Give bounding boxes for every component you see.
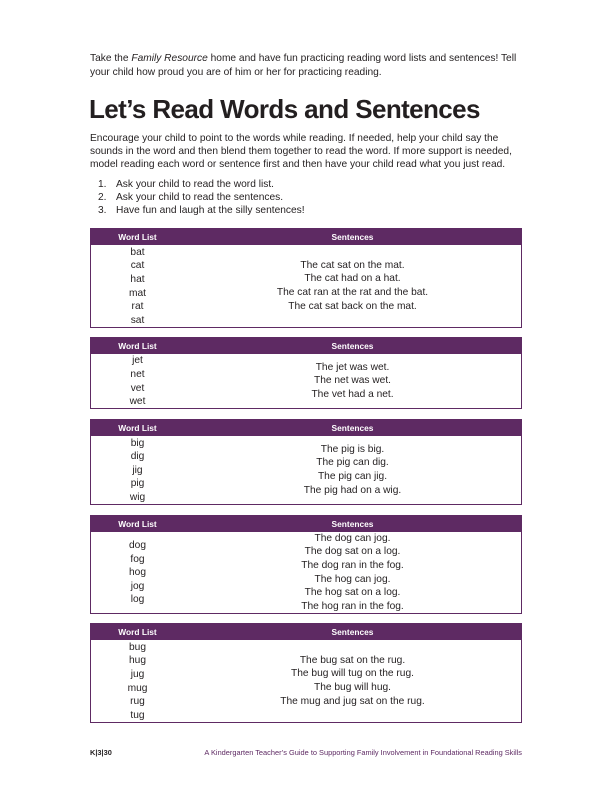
sentence-item: The cat sat on the mat. — [300, 259, 405, 271]
sentence-item: The cat sat back on the mat. — [288, 300, 417, 312]
sentence-column — [184, 245, 521, 327]
table-body — [91, 354, 521, 408]
word-item: dog — [129, 540, 146, 552]
table-body — [91, 640, 521, 722]
table-header — [91, 338, 521, 354]
sentence-column — [184, 532, 521, 613]
sentences-header: Sentences — [331, 627, 374, 637]
word-item: log — [130, 594, 145, 606]
sentence-item: The cat ran at the rat and the bat. — [276, 287, 429, 298]
word-list-header: Word List — [118, 341, 157, 351]
word-column — [91, 436, 184, 504]
word-item: sat — [130, 314, 145, 326]
step-item — [98, 204, 518, 217]
sentence-column — [184, 354, 521, 408]
sentence-item: The bug will tug on the rug. — [291, 668, 414, 680]
intro-italic: Family Resource — [131, 53, 208, 64]
sentences-header: Sentences — [331, 232, 374, 242]
word-list-header: Word List — [118, 423, 157, 433]
word-item: jig — [132, 464, 143, 476]
word-item: jet — [132, 355, 143, 367]
word-table-ug — [90, 623, 522, 723]
word-table-ig — [90, 419, 522, 505]
word-item: mug — [127, 682, 148, 694]
word-list-header: Word List — [118, 519, 157, 529]
word-item: jog — [130, 580, 145, 592]
table-header — [91, 420, 521, 436]
step-item — [98, 178, 518, 191]
sentence-item: The bug sat on the rug. — [299, 654, 406, 666]
word-item: rat — [131, 301, 144, 313]
sentence-item: The pig had on a wig. — [303, 484, 402, 496]
sentence-item: The mug and jug sat on the rug. — [280, 695, 425, 707]
sentence-column — [184, 640, 521, 722]
word-list-header: Word List — [118, 627, 157, 637]
sentence-item: The jet was wet. — [315, 361, 390, 373]
word-item: net — [130, 368, 145, 380]
intro-before: Take the — [90, 53, 132, 64]
word-item: tug — [130, 709, 145, 721]
sentences-header: Sentences — [331, 341, 374, 351]
word-column — [91, 532, 184, 613]
word-table-og — [90, 515, 522, 614]
word-column — [91, 245, 184, 327]
step-text: Ask your child to read the word list. — [116, 179, 274, 190]
word-table-at — [90, 228, 522, 328]
intro-paragraph — [90, 52, 530, 79]
page-number: K|3|30 — [90, 748, 112, 757]
step-item — [98, 191, 518, 204]
footer-guide-title: A Kindergarten Teacher’s Guide to Supporting Family Involvement in Foundational Reading Skills — [204, 748, 522, 757]
word-column — [91, 354, 184, 408]
sentence-item: The pig is big. — [320, 443, 385, 455]
sentence-item: The hog ran in the fog. — [301, 600, 404, 612]
word-item: rug — [130, 696, 145, 708]
sentence-item: The hog can jog. — [314, 573, 391, 585]
step-text: Have fun and laugh at the silly sentences! — [116, 205, 305, 216]
word-table-et — [90, 337, 522, 409]
step-number: 2. — [98, 192, 107, 203]
word-item: dig — [130, 451, 145, 463]
sentence-item: The bug will hug. — [313, 682, 392, 693]
sentence-item: The pig can dig. — [316, 457, 389, 469]
intro-after: home and have fun practicing reading word lists and sentences! Tell your child how proud you are of him or her for practicing reading. — [90, 53, 517, 78]
sentence-item: The vet had a net. — [311, 388, 394, 400]
table-header — [91, 516, 521, 532]
table-header — [91, 624, 521, 640]
steps-list — [98, 178, 518, 217]
word-item: jug — [130, 668, 145, 680]
step-number: 3. — [98, 205, 107, 216]
word-item: vet — [130, 382, 145, 394]
table-body — [91, 436, 521, 504]
sentences-header: Sentences — [331, 519, 374, 529]
sentence-item: The dog ran in the fog. — [301, 559, 404, 571]
sentence-item: The cat had on a hat. — [304, 273, 401, 285]
word-column — [91, 640, 184, 722]
word-item: big — [130, 437, 145, 449]
description-paragraph: Encourage your child to point to the words while reading. If needed, help your child say the sounds in the word and then blend them together to read the word. If more support is needed, model reading each word or sentence first and then have your child read what you just read. — [90, 133, 512, 170]
word-item: wet — [129, 396, 146, 408]
word-item: wig — [129, 491, 146, 503]
sentence-item: The dog sat on a log. — [304, 546, 401, 558]
sentence-item: The dog can jog. — [314, 532, 391, 544]
sentences-header: Sentences — [331, 423, 374, 433]
table-body — [91, 532, 521, 613]
sentence-item: The pig can jig. — [317, 471, 388, 482]
word-item: hog — [129, 567, 146, 579]
word-list-header: Word List — [118, 232, 157, 242]
word-item: hug — [129, 655, 146, 667]
sentence-item: The hog sat on a log. — [304, 587, 401, 599]
sentence-column — [184, 436, 521, 504]
table-header — [91, 229, 521, 245]
sentence-item: The net was wet. — [313, 375, 391, 387]
word-item: cat — [130, 260, 145, 272]
step-text: Ask your child to read the sentences. — [116, 192, 284, 203]
word-item: mat — [129, 287, 146, 299]
table-body — [91, 245, 521, 327]
word-item: bat — [130, 246, 145, 258]
word-item: hat — [130, 273, 145, 285]
word-item: bug — [129, 641, 146, 653]
word-item: pig — [130, 478, 145, 490]
step-number: 1. — [98, 179, 107, 190]
page-title: Let’s Read Words and Sentences — [89, 94, 480, 124]
word-item: fog — [130, 553, 145, 565]
